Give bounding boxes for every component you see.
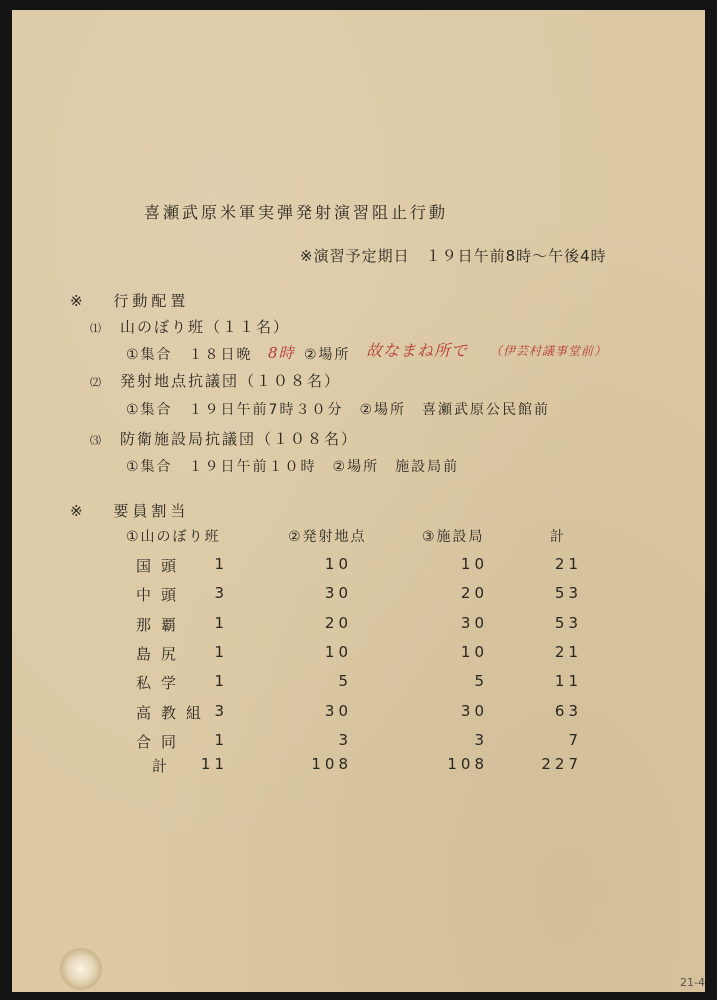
archive-number: 21-4 — [680, 976, 705, 989]
cell-mountain: 1 — [214, 614, 228, 632]
row-label: 合同 — [136, 733, 187, 751]
cell-mountain: 3 — [214, 584, 228, 602]
group2-number: ⑵ — [90, 376, 101, 389]
total-facility-bureau: 108 — [447, 755, 488, 773]
group3-name: 防衛施設局抗議団（１０８名） — [120, 430, 359, 448]
column-header-facility-bureau: ③施設局 — [422, 529, 485, 545]
paper-stain — [60, 948, 102, 990]
group1-name: 山のぼり班（１１名） — [120, 318, 291, 336]
cell-total: 53 — [554, 584, 582, 602]
total-mountain: 11 — [200, 755, 228, 773]
column-header-firing-point: ②発射地点 — [288, 529, 367, 545]
document-title: 喜瀬武原米軍実弾発射演習阻止行動 — [144, 203, 449, 222]
total-grand: 227 — [541, 755, 582, 773]
cell-facility-bureau: 30 — [460, 614, 488, 632]
group3-detail: ①集合 １９日午前１０時 ②場所 施設局前 — [126, 459, 460, 475]
cell-total: 21 — [554, 555, 582, 573]
group1-number: ⑴ — [90, 322, 101, 335]
schedule-note: ※演習予定期日 １９日午前8時～午後4時 — [300, 247, 607, 265]
cell-mountain: 1 — [214, 643, 228, 661]
cell-mountain: 3 — [214, 702, 228, 720]
row-label: 中頭 — [136, 586, 187, 604]
cell-firing-point: 30 — [324, 584, 352, 602]
group1-detail: ①集合 １８日晩 — [126, 347, 253, 363]
cell-total: 7 — [568, 731, 582, 749]
group2-name: 発射地点抗議団（１０８名） — [120, 372, 342, 390]
cell-firing-point: 30 — [324, 702, 352, 720]
section2-heading: 要員割当 — [113, 502, 190, 520]
row-label: 那覇 — [136, 616, 187, 634]
column-header-mountain: ①山のぼり班 — [126, 529, 221, 545]
section2-mark: ※ — [70, 502, 83, 520]
section1-mark: ※ — [70, 292, 83, 310]
cell-mountain: 1 — [214, 672, 228, 690]
group3-number: ⑶ — [90, 434, 101, 447]
row-label: 高教組 — [136, 704, 212, 722]
cell-total: 53 — [554, 614, 582, 632]
total-firing-point: 108 — [311, 755, 352, 773]
cell-total: 21 — [554, 643, 582, 661]
group1-place-label: ②場所 — [304, 347, 351, 363]
group2-detail: ①集合 １９日午前7時３０分 ②場所 喜瀬武原公民館前 — [126, 402, 551, 418]
handwritten-place: 故なまね所で — [366, 341, 469, 360]
total-row-label: 計 — [152, 757, 178, 775]
column-header-total: 計 — [550, 529, 566, 545]
cell-facility-bureau: 20 — [460, 584, 488, 602]
cell-facility-bureau: 5 — [474, 672, 488, 690]
cell-firing-point: 10 — [324, 555, 352, 573]
row-label: 私学 — [136, 674, 187, 692]
section1-heading: 行動配置 — [113, 292, 190, 310]
cell-facility-bureau: 30 — [460, 702, 488, 720]
section2-heading-row — [70, 500, 189, 521]
cell-facility-bureau: 10 — [460, 555, 488, 573]
cell-total: 11 — [554, 672, 582, 690]
handwritten-time: 8時 — [268, 344, 295, 362]
document-page — [12, 10, 705, 992]
row-label: 島尻 — [136, 645, 187, 663]
cell-facility-bureau: 10 — [460, 643, 488, 661]
cell-firing-point: 20 — [324, 614, 352, 632]
cell-firing-point: 5 — [338, 672, 352, 690]
section1-heading-row — [70, 290, 189, 311]
cell-mountain: 1 — [214, 731, 228, 749]
cell-total: 63 — [554, 702, 582, 720]
cell-firing-point: 3 — [338, 731, 352, 749]
handwritten-note: （伊芸村議事堂前） — [490, 344, 608, 358]
cell-firing-point: 10 — [324, 643, 352, 661]
row-label: 国頭 — [136, 557, 187, 575]
cell-facility-bureau: 3 — [474, 731, 488, 749]
cell-mountain: 1 — [214, 555, 228, 573]
